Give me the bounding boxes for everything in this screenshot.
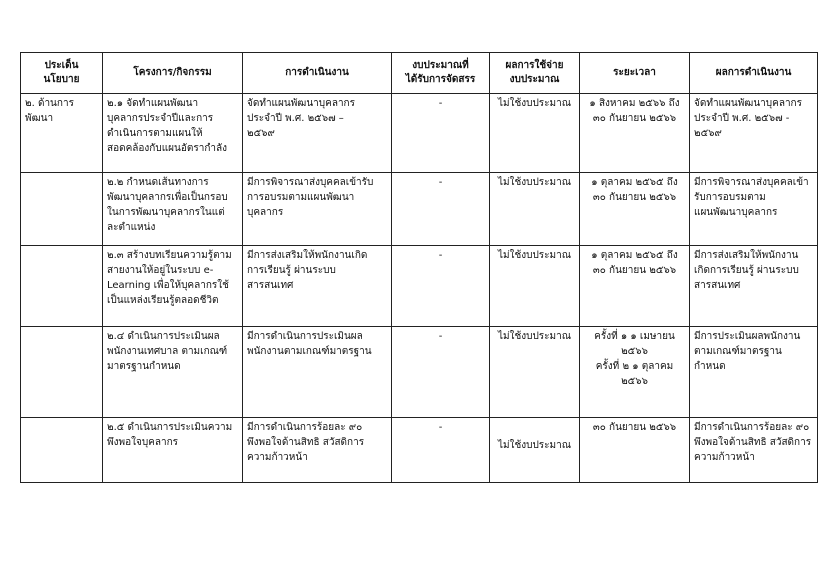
table-row <box>21 246 818 327</box>
policy-issue-cell <box>21 246 103 327</box>
budget-cell: - <box>392 418 490 483</box>
period-cell: ๓๐ กันยายน ๒๕๖๖ <box>580 418 690 483</box>
policy-issue-cell <box>21 173 103 246</box>
budget-cell: - <box>392 246 490 327</box>
period-cell: ๑ ตุลาคม ๒๕๖๕ ถึง ๓๐ กันยายน ๒๕๖๖ <box>580 173 690 246</box>
period-cell: ๑ ตุลาคม ๒๕๖๕ ถึง ๓๐ กันยายน ๒๕๖๖ <box>580 246 690 327</box>
result-cell: มีการประเมินผลพนักงาน ตามเกณฑ์มาตรฐานกำหนด <box>690 327 818 418</box>
table-row <box>21 173 818 246</box>
period-cell: ครั้งที่ ๑ ๑ เมษายน ๒๕๖๖ ครั้งที่ ๒ ๑ ตุลาคม ๒๕๖๖ <box>580 327 690 418</box>
spend-cell: ไม่ใช้งบประมาณ <box>490 246 580 327</box>
header-row <box>21 53 818 94</box>
header-project: โครงการ/กิจกรรม <box>103 53 243 94</box>
project-cell: ๒.๒ กำหนดเส้นทางการ พัฒนาบุคลากรเพื่อเป็นกรอบ ในการพัฒนาบุคลากรในแต่ ละตำแหน่ง <box>103 173 243 246</box>
table-row <box>21 418 818 483</box>
policy-issue-cell <box>21 327 103 418</box>
spend-cell: ไม่ใช้งบประมาณ <box>490 173 580 246</box>
policy-results-table <box>20 52 818 483</box>
spend-cell: ไม่ใช้งบประมาณ <box>490 94 580 173</box>
header-operation: การดำเนินงาน <box>243 53 392 94</box>
table-row <box>21 327 818 418</box>
policy-issue-cell: ๒. ด้านการ พัฒนา <box>21 94 103 173</box>
project-cell: ๒.๑ จัดทำแผนพัฒนา บุคลากรประจำปีและการ ดำเนินการตามแผนให้ สอดคล้องกับแผนอัตรากำลัง <box>103 94 243 173</box>
budget-cell: - <box>392 94 490 173</box>
period-cell: ๑ สิงหาคม ๒๕๖๖ ถึง ๓๐ กันยายน ๒๕๖๖ <box>580 94 690 173</box>
table-row <box>21 94 818 173</box>
result-cell: จัดทำแผนพัฒนาบุคลากร ประจำปี พ.ศ. ๒๕๖๗ - ๒๕๖๙ <box>690 94 818 173</box>
operation-cell: จัดทำแผนพัฒนาบุคลากร ประจำปี พ.ศ. ๒๕๖๗ – ๒๕๖๙ <box>243 94 392 173</box>
project-cell: ๒.๓ สร้างบทเรียนความรู้ตาม สายงานให้อยู่ในระบบ e- Learning เพื่อให้บุคลากรใช้ เป็นแหล่งเรียนรู้ตลอดชีวิต <box>103 246 243 327</box>
result-cell: มีการพิจารณาส่งบุคคลเข้า รับการอบรมตาม แผนพัฒนาบุคลากร <box>690 173 818 246</box>
header-result: ผลการดำเนินงาน <box>690 53 818 94</box>
spend-cell: ไม่ใช้งบประมาณ <box>490 418 580 483</box>
budget-cell: - <box>392 327 490 418</box>
budget-cell: - <box>392 173 490 246</box>
header-issue: ประเด็น นโยบาย <box>21 53 103 94</box>
result-cell: มีการดำเนินการร้อยละ ๙๐ พึงพอใจด้านสิทธิ สวัสดิการ ความก้าวหน้า <box>690 418 818 483</box>
project-cell: ๒.๕ ดำเนินการประเมินความ พึงพอใจบุคลากร <box>103 418 243 483</box>
header-budget: งบประมาณที่ ได้รับการจัดสรร <box>392 53 490 94</box>
operation-cell: มีการดำเนินการประเมินผล พนักงานตามเกณฑ์มาตรฐาน <box>243 327 392 418</box>
header-period: ระยะเวลา <box>580 53 690 94</box>
operation-cell: มีการส่งเสริมให้พนักงานเกิด การเรียนรู้ ผ่านระบบ สารสนเทศ <box>243 246 392 327</box>
header-spend: ผลการใช้จ่าย งบประมาณ <box>490 53 580 94</box>
spend-cell: ไม่ใช้งบประมาณ <box>490 327 580 418</box>
result-cell: มีการส่งเสริมให้พนักงาน เกิดการเรียนรู้ ผ่านระบบ สารสนเทศ <box>690 246 818 327</box>
policy-issue-cell <box>21 418 103 483</box>
operation-cell: มีการพิจารณาส่งบุคคลเข้ารับ การอบรมตามแผนพัฒนา บุคลากร <box>243 173 392 246</box>
operation-cell: มีการดำเนินการร้อยละ ๙๐ พึงพอใจด้านสิทธิ สวัสดิการ ความก้าวหน้า <box>243 418 392 483</box>
project-cell: ๒.๔ ดำเนินการประเมินผล พนักงานเทศบาล ตามเกณฑ์ มาตรฐานกำหนด <box>103 327 243 418</box>
